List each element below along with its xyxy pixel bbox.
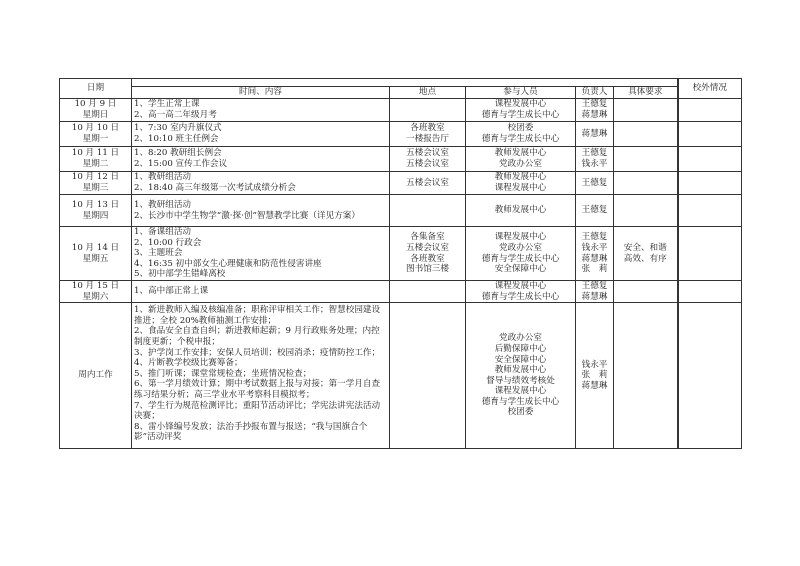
day-row — [60, 99, 742, 122]
participant: 课程发展中心 — [494, 281, 547, 291]
place-cell — [390, 172, 466, 195]
day-weekday: 星期三 — [82, 183, 109, 193]
requirement-text: 高效、有序 — [623, 253, 667, 264]
participants-cell — [466, 281, 576, 303]
requirement-cell — [614, 281, 678, 303]
content-item: 2、10:00 行政会 — [134, 237, 202, 248]
date-cell — [60, 281, 132, 303]
content-item: 1、高中部正常上课 — [134, 286, 209, 297]
leader: 王德复 — [581, 99, 608, 110]
content-item: 1、备课组活动 — [134, 227, 192, 238]
weekly-participants-cell — [466, 303, 576, 449]
day-date: 10 月 15 日 — [71, 281, 120, 291]
day-date: 10 月 12 日 — [71, 172, 120, 183]
content-cell — [132, 227, 390, 281]
date-cell — [60, 147, 132, 172]
weekly-item: 2、食品安全自查自纠；新进教师起薪；9 月行政账务处理；内控制度更新；个税申报； — [134, 326, 380, 347]
leader-cell — [576, 99, 614, 122]
participants-cell — [466, 99, 576, 122]
participant: 课程发展中心 — [494, 386, 547, 397]
content-cell — [132, 122, 390, 147]
content-item: 2、高一高二年级月考 — [134, 110, 217, 120]
day-date: 10 月 14 日 — [71, 242, 120, 253]
requirement-cell — [614, 227, 678, 281]
day-row — [60, 172, 742, 195]
leader-cell — [576, 281, 614, 303]
day-date: 10 月 13 日 — [71, 199, 120, 210]
participant: 党政办公室 — [499, 333, 542, 344]
day-date: 10 月 11 日 — [71, 148, 120, 159]
participant: 校团委 — [507, 123, 534, 134]
participants-cell — [466, 227, 576, 281]
content-item: 1、7:30 室内升旗仪式 — [134, 123, 222, 134]
leader: 钱永平 — [581, 159, 608, 169]
header-participants: 参与人员 — [466, 87, 576, 99]
place: 五楼会议室 — [406, 177, 449, 188]
header-top-row — [60, 79, 742, 87]
content-cell — [132, 99, 390, 122]
participant: 校团委 — [507, 407, 534, 418]
day-weekday: 星期五 — [82, 253, 109, 264]
participants-cell — [466, 172, 576, 195]
leader: 王德复 — [581, 232, 608, 243]
place: 图书馆三楼 — [406, 264, 449, 275]
day-row — [60, 281, 742, 303]
leader-cell — [576, 195, 614, 227]
content-item: 1、学生正常上课 — [134, 99, 200, 110]
external-cell — [678, 99, 742, 122]
participant: 德育与学生成长中心 — [481, 253, 560, 264]
participant: 德育与学生成长中心 — [481, 110, 560, 120]
content-item: 2、长沙市中学生物学“激·探·创”智慧教学比赛（详见方案） — [134, 210, 360, 221]
day-row — [60, 147, 742, 172]
weekly-item: 1、新进教师入编及核编准备；职称评审相关工作；智慧校园建设推进；全校 20%教师抽测工作安排； — [134, 305, 381, 326]
date-cell — [60, 195, 132, 227]
external-cell — [678, 227, 742, 281]
day-row — [60, 195, 742, 227]
date-cell — [60, 227, 132, 281]
leader-cell — [576, 227, 614, 281]
requirement-cell — [614, 99, 678, 122]
day-weekday: 星期四 — [82, 210, 109, 221]
weekly-label: 周内工作 — [60, 303, 132, 449]
day-row — [60, 227, 742, 281]
participant: 安全保障中心 — [494, 354, 547, 365]
day-weekday: 星期六 — [82, 291, 109, 302]
external-cell — [678, 195, 742, 227]
place: 五楼会议室 — [406, 159, 449, 169]
weekly-place-cell — [390, 303, 466, 449]
weekly-external-cell — [678, 303, 742, 449]
requirement-cell — [614, 172, 678, 195]
participants-cell — [466, 195, 576, 227]
requirement-cell — [614, 195, 678, 227]
weekly-item: 6、第一学月绩效计算；期中考试数据上报与对接；第一学月自查练习结果分析；高三学业水平考察科目模拟考； — [134, 379, 381, 400]
leader: 蒋慧琳 — [581, 291, 608, 302]
leader-cell — [576, 147, 614, 172]
day-date: 10 月 10 日 — [71, 123, 120, 134]
requirement-cell — [614, 122, 678, 147]
leader: 王德复 — [581, 205, 608, 216]
participants-cell — [466, 147, 576, 172]
header-date: 日期 — [60, 79, 132, 99]
external-cell — [678, 172, 742, 195]
participant: 课程发展中心 — [494, 232, 547, 243]
weekly-leader-cell — [576, 303, 614, 449]
header-top-spacer — [132, 79, 678, 87]
header-place: 地点 — [390, 87, 466, 99]
weekly-row — [60, 303, 742, 449]
place: 一楼报告厅 — [406, 134, 449, 144]
header-external: 校外情况 — [678, 79, 742, 99]
participant: 党政办公室 — [499, 242, 542, 253]
content-cell — [132, 281, 390, 303]
weekly-item: 3、护学岗工作安排；安保人员培训；校园消杀；疫情防控工作； — [134, 347, 381, 358]
participant: 督导与绩效考核处 — [486, 375, 555, 386]
leader-cell — [576, 122, 614, 147]
leader: 王德复 — [581, 177, 608, 188]
content-item: 1、教研组活动 — [134, 199, 192, 210]
day-weekday: 星期一 — [82, 134, 109, 144]
header-content: 时间、内容 — [132, 87, 390, 99]
external-cell — [678, 147, 742, 172]
leader: 王德复 — [581, 281, 608, 291]
place-cell — [390, 122, 466, 147]
participant: 德育与学生成长中心 — [481, 134, 560, 144]
leader: 张 莉 — [581, 264, 608, 275]
place: 五楼会议室 — [406, 148, 449, 159]
participant: 德育与学生成长中心 — [481, 396, 560, 407]
place-cell — [390, 281, 466, 303]
header-requirement: 具体要求 — [614, 87, 678, 99]
content-cell — [132, 195, 390, 227]
leader-cell — [576, 172, 614, 195]
weekly-item: 5、推门听课；课堂常规检查；坐班情况检查； — [134, 368, 312, 379]
participant: 教师发展中心 — [494, 205, 547, 216]
content-item: 1、8:20 教研组长例会 — [134, 148, 222, 159]
weekly-item: 4、片断教学校级比赛筹备； — [134, 358, 243, 369]
place-cell — [390, 147, 466, 172]
participant: 教师发展中心 — [494, 365, 547, 376]
participant: 德育与学生成长中心 — [481, 291, 560, 302]
participant: 后勤保障中心 — [494, 343, 547, 354]
participant: 教师发展中心 — [494, 148, 547, 159]
requirement-cell — [614, 147, 678, 172]
weekly-item: 8、雷小锋编号发放；法治手抄报布置与报送；“我与国旗合个影”活动评奖 — [134, 421, 368, 443]
participant: 课程发展中心 — [494, 183, 547, 193]
day-row — [60, 122, 742, 147]
leader: 蒋慧琳 — [581, 380, 608, 391]
leader: 蒋慧琳 — [581, 128, 608, 139]
requirement-text: 安全、和谐 — [623, 242, 667, 253]
day-date: 10 月 9 日 — [74, 99, 117, 110]
participant: 教师发展中心 — [494, 172, 547, 183]
content-cell — [132, 147, 390, 172]
leader: 钱永平 — [581, 242, 608, 253]
leader: 张 莉 — [581, 370, 608, 381]
content-item: 1、教研组活动 — [134, 172, 192, 183]
place: 各班教室 — [410, 253, 445, 264]
place-cell — [390, 99, 466, 122]
day-weekday: 星期日 — [82, 110, 109, 120]
leader: 钱永平 — [581, 359, 608, 370]
day-weekday: 星期二 — [82, 159, 109, 169]
place: 五楼会议室 — [406, 242, 449, 253]
place: 各集备室 — [410, 232, 445, 243]
place-cell — [390, 195, 466, 227]
content-cell — [132, 172, 390, 195]
weekly-item: 7、学生行为规范检测评比；重阳节活动评比；学宪法讲宪法活动决赛； — [134, 400, 381, 422]
weekly-requirement-cell — [614, 303, 678, 449]
participant: 课程发展中心 — [494, 99, 547, 110]
content-item: 3、主题班会 — [134, 248, 183, 259]
place: 各班教室 — [410, 123, 445, 134]
date-cell — [60, 172, 132, 195]
leader: 蒋慧琳 — [581, 110, 608, 120]
participant: 党政办公室 — [499, 159, 542, 169]
content-item: 2、10:10 班主任例会 — [134, 134, 219, 144]
participants-cell — [466, 122, 576, 147]
leader: 王德复 — [581, 148, 608, 159]
place-cell — [390, 227, 466, 281]
weekly-content-cell — [132, 303, 390, 449]
external-cell — [678, 122, 742, 147]
date-cell — [60, 99, 132, 122]
header-leader: 负责人 — [576, 87, 614, 99]
content-item: 2、18:40 高三年级第一次考试成绩分析会 — [134, 183, 296, 193]
external-cell — [678, 281, 742, 303]
date-cell — [60, 122, 132, 147]
participant: 安全保障中心 — [494, 264, 547, 275]
leader: 蒋慧琳 — [581, 253, 608, 264]
schedule-table — [59, 78, 742, 449]
header-row — [60, 87, 742, 99]
content-item: 4、16:35 初中部女生心理健康和防范性侵害讲座 — [134, 258, 322, 269]
content-item: 2、15:00 宣传工作会议 — [134, 159, 228, 169]
content-item: 5、初中部学生错峰离校 — [134, 269, 226, 280]
